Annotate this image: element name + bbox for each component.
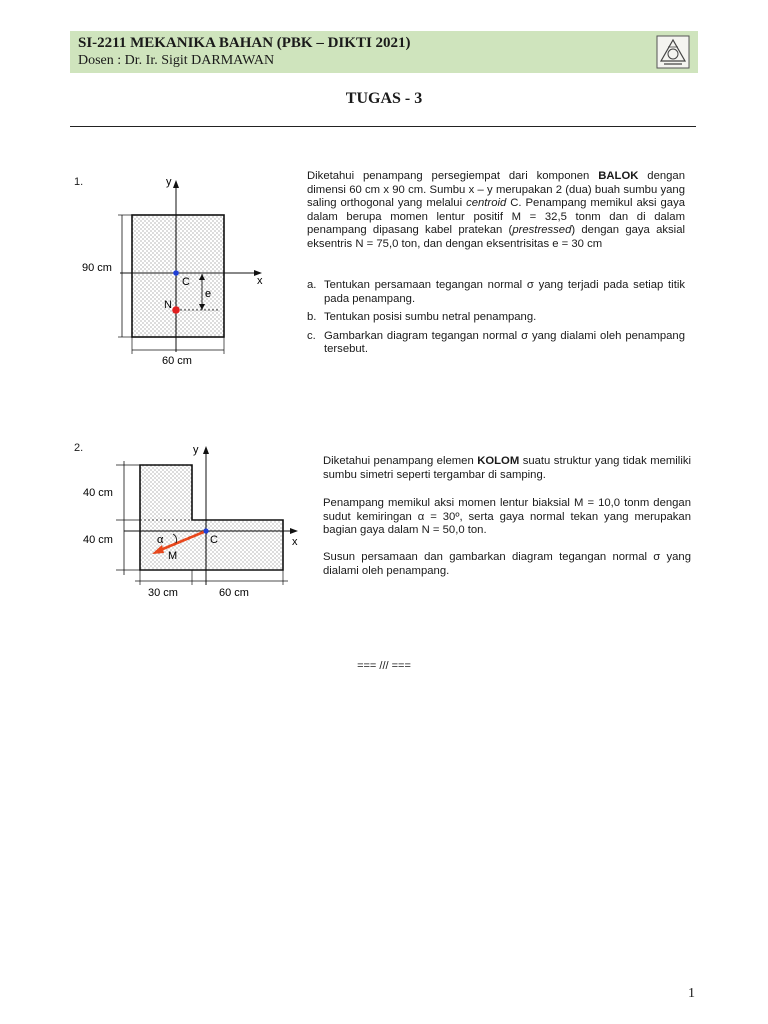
q2-bottom-height-label: 40 cm [83, 534, 113, 546]
q2-paragraph-2: Penampang memikul aksi momen lentur biaksial M = 10,0 tonm dengan sudut kemiringan α = 30º, serta gaya normal tekan yang merupakan bagian gaya dalam N = 50,0 ton. [323, 497, 691, 537]
q1-para-text-2: dengan dimensi 60 cm x 90 cm. Sumbu x – y merupakan 2 (dua) buah sumbu yang saling orthogonal yang melalui [307, 170, 685, 210]
q2-centroid-point [203, 528, 208, 533]
q2-para-text-1: Diketahui penampang elemen [323, 455, 478, 467]
q2-paragraph-3: Susun persamaan dan gambarkan diagram tegangan normal σ yang dialami oleh penampang. [323, 551, 691, 577]
q1-width-label: 60 cm [162, 355, 192, 367]
q1-para-bold-balok: BALOK [598, 170, 639, 182]
q1-task-a-text: Tentukan persamaan tegangan normal σ yang terjadi pada setiap titik pada penampang. [324, 279, 685, 305]
q1-centroid-point [173, 270, 179, 276]
q1-n-point [172, 306, 180, 314]
q1-task-a [307, 279, 685, 306]
q1-task-b-text: Tentukan posisi sumbu netral penampang. [324, 311, 537, 324]
q1-y-label: y [166, 176, 172, 188]
q1-n-label: N [164, 299, 172, 311]
q1-para-text-4: ) dengan gaya aksial eksentris N = 75,0 ton, dan dengan eksentrisitas e = 30 cm [307, 224, 685, 250]
q1-task-c [307, 330, 685, 357]
document-header [70, 31, 698, 73]
q1-c-label: C [182, 276, 190, 288]
end-mark: === /// === [357, 660, 411, 672]
q1-para-text-1: Diketahui penampang persegiempat dari komponen [307, 170, 599, 182]
q1-task-a-marker: a. [307, 279, 317, 291]
page-title: TUGAS - 3 [345, 90, 423, 107]
q2-y-label: y [193, 444, 199, 456]
q2-left-width-label: 30 cm [148, 587, 178, 599]
q1-height-label: 90 cm [82, 262, 112, 274]
q2-y-arrow-icon [203, 446, 209, 454]
q1-task-b-marker: b. [307, 311, 317, 324]
q1-task-b [307, 311, 685, 325]
q1-figure [78, 170, 278, 370]
q2-alpha-label: α [157, 534, 164, 546]
q1-para-italic-centroid: centroid [466, 197, 507, 210]
q1-rect-section [132, 215, 224, 337]
q1-task-c-text: Gambarkan diagram tegangan normal σ yang dialami oleh penampang tersebut. [324, 329, 685, 356]
q1-task-c-marker: c. [307, 329, 316, 342]
q1-paragraph [307, 170, 685, 252]
q2-c-label: C [210, 534, 218, 546]
q1-task-list [307, 279, 685, 362]
page-number: 1 [688, 986, 695, 1001]
question-1-number: 1. [74, 176, 84, 188]
q2-right-width-label: 60 cm [219, 587, 249, 599]
q2-para-text-2: suatu struktur yang tidak memiliki sumbu simetri seperti tergambar di samping. [323, 455, 691, 481]
lecturer-name: Dosen : Dr. Ir. Sigit DARMAWAN [78, 53, 275, 68]
q2-paragraph-1 [323, 455, 691, 482]
q1-e-label: e [205, 288, 212, 300]
q2-figure [80, 435, 310, 605]
its-seal-icon [656, 35, 690, 69]
q2-x-label: x [292, 536, 298, 548]
q1-y-arrow-icon [173, 180, 179, 188]
course-title: SI-2211 MEKANIKA BAHAN (PBK – DIKTI 2021) [78, 35, 411, 51]
q1-para-text-3: C. Penampang memikul aksi gaya dalam berupa momen lentur positif M = 32,5 tonm dan di dalam penampang dipasang kabel pratekan ( [307, 197, 685, 237]
q2-m-label: M [168, 550, 178, 562]
title-divider [70, 126, 696, 127]
question-2-number: 2. [74, 442, 84, 454]
q2-para-bold-kolom: KOLOM [477, 455, 520, 467]
q2-x-arrow-icon [290, 528, 298, 534]
q2-l-section [140, 465, 283, 570]
q2-top-height-label: 40 cm [83, 487, 113, 499]
q1-x-label: x [257, 275, 263, 287]
q1-para-italic-prestressed: prestressed [512, 224, 572, 237]
